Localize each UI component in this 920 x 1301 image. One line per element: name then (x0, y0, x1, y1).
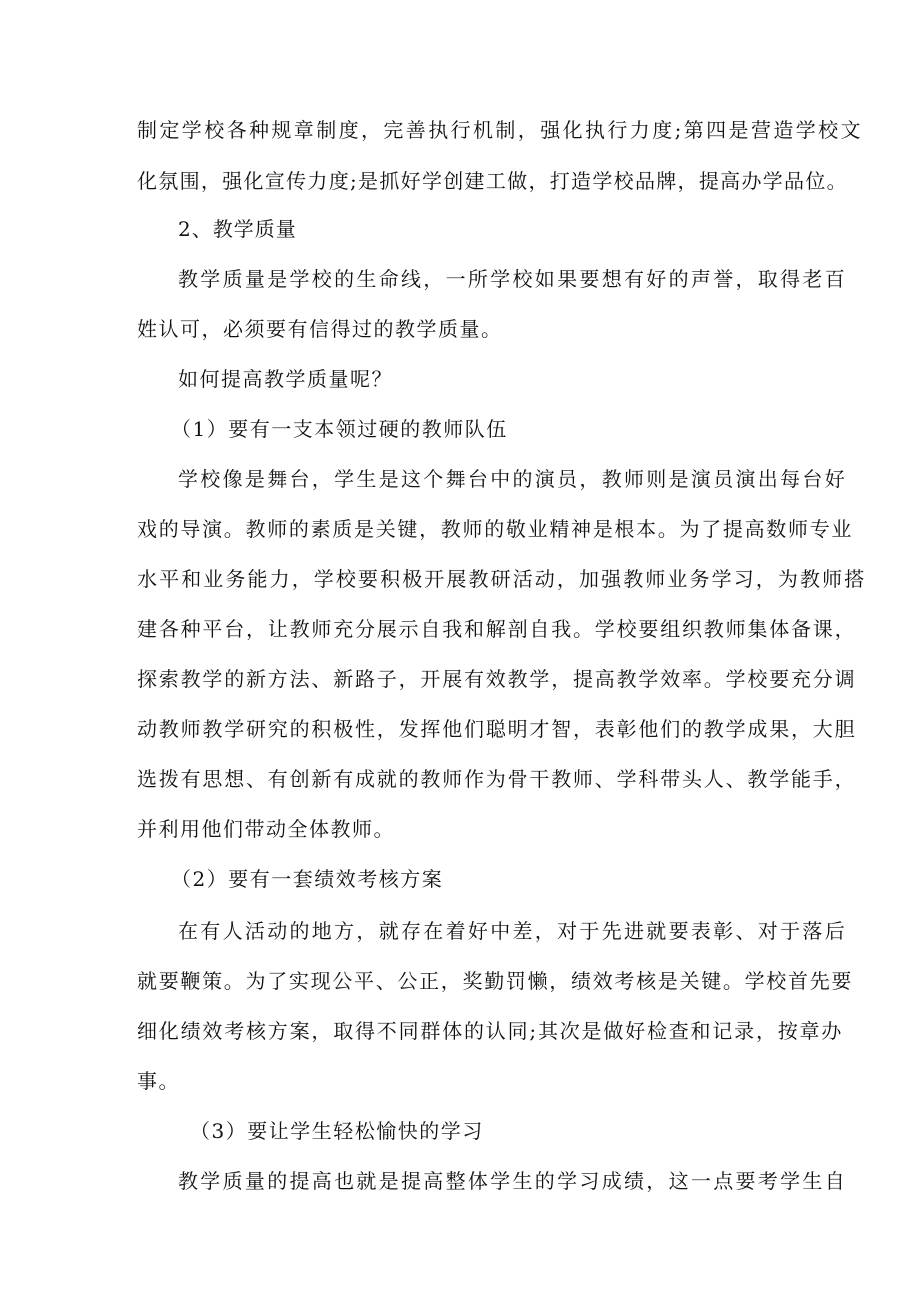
subsection-heading: （3）要让学生轻松愉快的学习 (190, 1119, 484, 1143)
paragraph-line: 教学质量是学校的生命线，一所学校如果要想有好的声誉，取得老百 (178, 267, 847, 291)
paragraph-line: 如何提高教学质量呢？ (178, 367, 393, 391)
paragraph-line: 学校像是舞台，学生是这个舞台中的演员，教师则是演员演出每台好 (178, 467, 847, 491)
paragraph-line: 在有人活动的地方，就存在着好中差，对于先进就要表彰、对于落后 (178, 919, 847, 943)
subsection-heading: （2）要有一套绩效考核方案 (171, 867, 444, 891)
paragraph-line: 并利用他们带动全体教师。 (137, 817, 395, 841)
section-heading: 2、教学质量 (178, 217, 297, 241)
paragraph-line: 化氛围，强化宣传力度;是抓好学创建工做，打造学校品牌，提高办学品位。 (137, 169, 848, 193)
paragraph-line: 动教师教学研究的积极性，发挥他们聪明才智，表彰他们的教学成果，大胆 (137, 717, 857, 741)
paragraph-line: 姓认可，必须要有信得过的教学质量。 (137, 317, 503, 341)
paragraph-line: 事。 (137, 1069, 180, 1093)
paragraph-line: 制定学校各种规章制度，完善执行机制，强化执行力度;第四是营造学校文 (137, 118, 863, 142)
subsection-heading: （1）要有一支本领过硬的教师队伍 (171, 417, 508, 441)
paragraph-line: 探索教学的新方法、新路子，开展有效教学，提高教学效率。学校要充分调 (137, 667, 857, 691)
paragraph-line: 建各种平台，让教师充分展示自我和解剖自我。学校要组织教师集体备课， (137, 617, 857, 641)
paragraph-line: 教学质量的提高也就是提高整体学生的学习成绩，这一点要考学生自 (178, 1169, 847, 1193)
paragraph-line: 细化绩效考核方案，取得不同群体的认同;其次是做好检查和记录，按章办 (137, 1019, 844, 1043)
paragraph-line: 水平和业务能力，学校要积极开展教研活动，加强教师业务学习，为教师搭 (137, 567, 867, 591)
paragraph-line: 戏的导演。教师的素质是关键，教师的敬业精神是根本。为了提高数师专业 (137, 517, 854, 541)
paragraph-line: 就要鞭策。为了实现公平、公正，奖勤罚懒，绩效考核是关键。学校首先要 (137, 969, 854, 993)
paragraph-line: 选拨有思想、有创新有成就的教师作为骨干教师、学科带头人、教学能手， (137, 767, 857, 791)
